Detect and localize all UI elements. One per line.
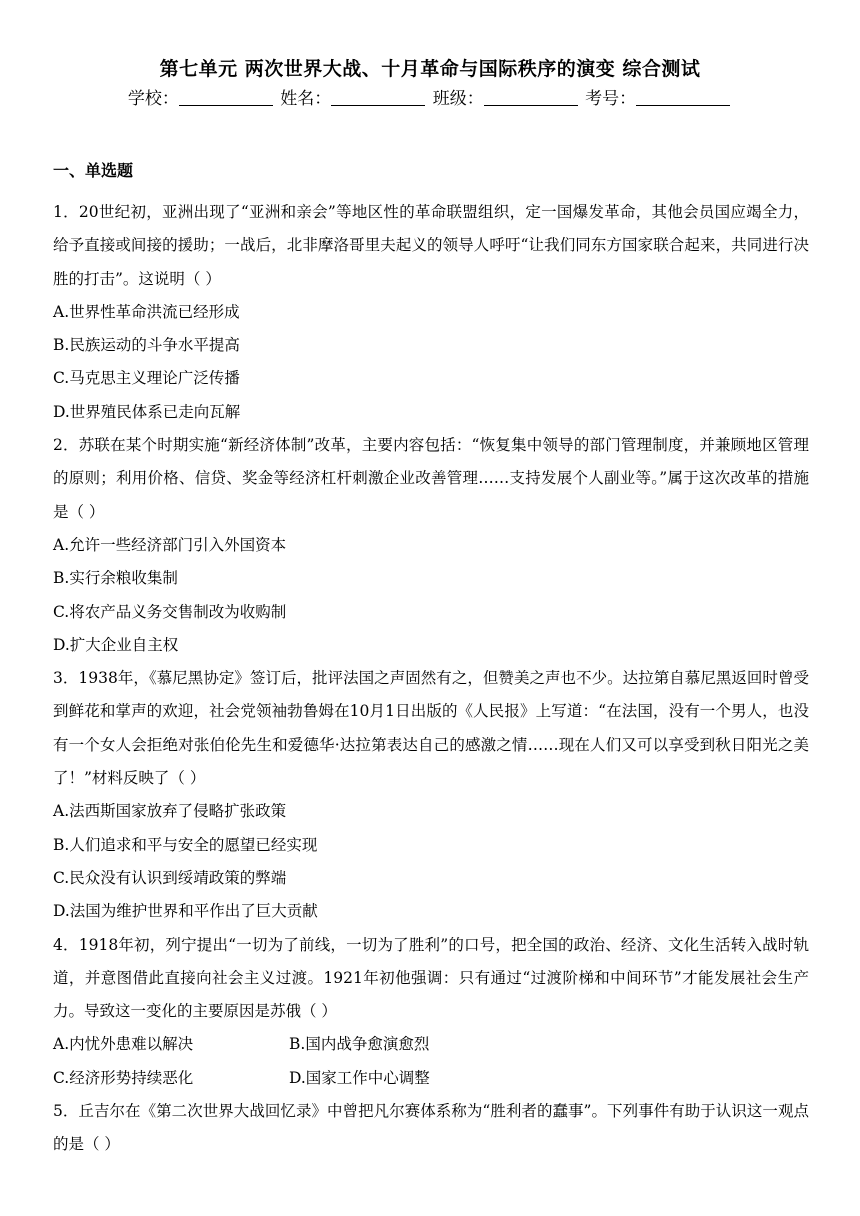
option-c[interactable]: C.马克思主义理论广泛传播 bbox=[53, 369, 240, 388]
question-3 bbox=[53, 662, 809, 928]
question-stem: 1．20世纪初，亚洲出现了“亚洲和亲会”等地区性的革命联盟组织，定一国爆发革命，其他会员国应竭全力，给予直接或间接的援助；一战后，北非摩洛哥里夫起义的领导人呼吁“让我们同东方国家联合起来，共同进行决胜的打击”。这说明（ ） bbox=[53, 203, 809, 288]
section-title: 一、单选题 bbox=[53, 161, 134, 180]
option-a[interactable]: A.内忧外患难以解决 bbox=[53, 1035, 194, 1054]
option-d[interactable]: D.国家工作中心调整 bbox=[289, 1068, 430, 1087]
question-list bbox=[53, 196, 809, 1162]
option-b[interactable]: B.民族运动的斗争水平提高 bbox=[53, 336, 240, 355]
option-row bbox=[53, 1028, 809, 1061]
option-a[interactable]: A.法西斯国家放弃了侵略扩张政策 bbox=[53, 802, 287, 821]
option-b[interactable]: B.国内战争愈演愈烈 bbox=[289, 1035, 430, 1054]
name-label: 姓名： bbox=[280, 89, 332, 109]
question-stem: 3．1938年，《慕尼黑协定》签订后，批评法国之声固然有之，但赞美之声也不少。达拉第自慕尼黑返回时曾受到鲜花和掌声的欢迎，社会党领袖勃鲁姆在10月1日出版的《人民报》上写道：“在法国，没有一个男人，也没有一个女人会拒绝对张伯伦先生和爱德华·达拉第表达自己的感激之情……现在人们又可以享受到秋日阳光之美了！”材料反映了（ ） bbox=[53, 669, 809, 788]
option-c[interactable]: C.经济形势持续恶化 bbox=[53, 1068, 194, 1087]
student-info-line bbox=[0, 84, 860, 109]
option-a[interactable]: A.允许一些经济部门引入外国资本 bbox=[53, 535, 287, 554]
option-b[interactable]: B.实行余粮收集制 bbox=[53, 569, 178, 588]
option-d[interactable]: D.世界殖民体系已走向瓦解 bbox=[53, 402, 241, 421]
option-row bbox=[53, 1062, 809, 1095]
question-2 bbox=[53, 429, 809, 662]
exam-title: 第七单元 两次世界大战、十月革命与国际秩序的演变 综合测试 bbox=[159, 58, 701, 80]
question-stem: 2．苏联在某个时期实施“新经济体制”改革，主要内容包括：“恢复集中领导的部门管理制度，并兼顾地区管理的原则；利用价格、信贷、奖金等经济杠杆刺激企业改善管理……支持发展个人副业等。”属于这次改革的措施是（ ） bbox=[53, 436, 809, 521]
option-d[interactable]: D.法国为维护世界和平作出了巨大贡献 bbox=[53, 902, 318, 921]
option-b[interactable]: B.人们追求和平与安全的愿望已经实现 bbox=[53, 835, 318, 854]
name-blank[interactable] bbox=[331, 89, 425, 106]
question-5 bbox=[53, 1095, 809, 1162]
school-blank[interactable] bbox=[179, 89, 273, 106]
class-label: 班级： bbox=[432, 89, 484, 109]
question-1 bbox=[53, 196, 809, 429]
option-a[interactable]: A.世界性革命洪流已经形成 bbox=[53, 302, 240, 321]
class-blank[interactable] bbox=[484, 89, 578, 106]
school-label: 学校： bbox=[127, 89, 179, 109]
exam-number-blank[interactable] bbox=[636, 89, 730, 106]
exam-number-label: 考号： bbox=[585, 89, 637, 109]
question-stem: 4．1918年初，列宁提出“一切为了前线，一切为了胜利”的口号，把全国的政治、经济、文化生活转入战时轨道，并意图借此直接向社会主义过渡。1921年初他强调：只有通过“过渡阶梯和中间环节”才能发展社会生产力。导致这一变化的主要原因是苏俄（ ） bbox=[53, 935, 809, 1021]
option-c[interactable]: C.将农产品义务交售制改为收购制 bbox=[53, 602, 287, 621]
option-c[interactable]: C.民众没有认识到绥靖政策的弊端 bbox=[53, 868, 287, 887]
question-stem: 5．丘吉尔在《第二次世界大战回忆录》中曾把凡尔赛体系称为“胜利者的蠢事”。下列事件有助于认识这一观点的是（ ） bbox=[53, 1102, 809, 1154]
option-d[interactable]: D.扩大企业自主权 bbox=[53, 635, 179, 654]
question-4 bbox=[53, 929, 809, 1095]
